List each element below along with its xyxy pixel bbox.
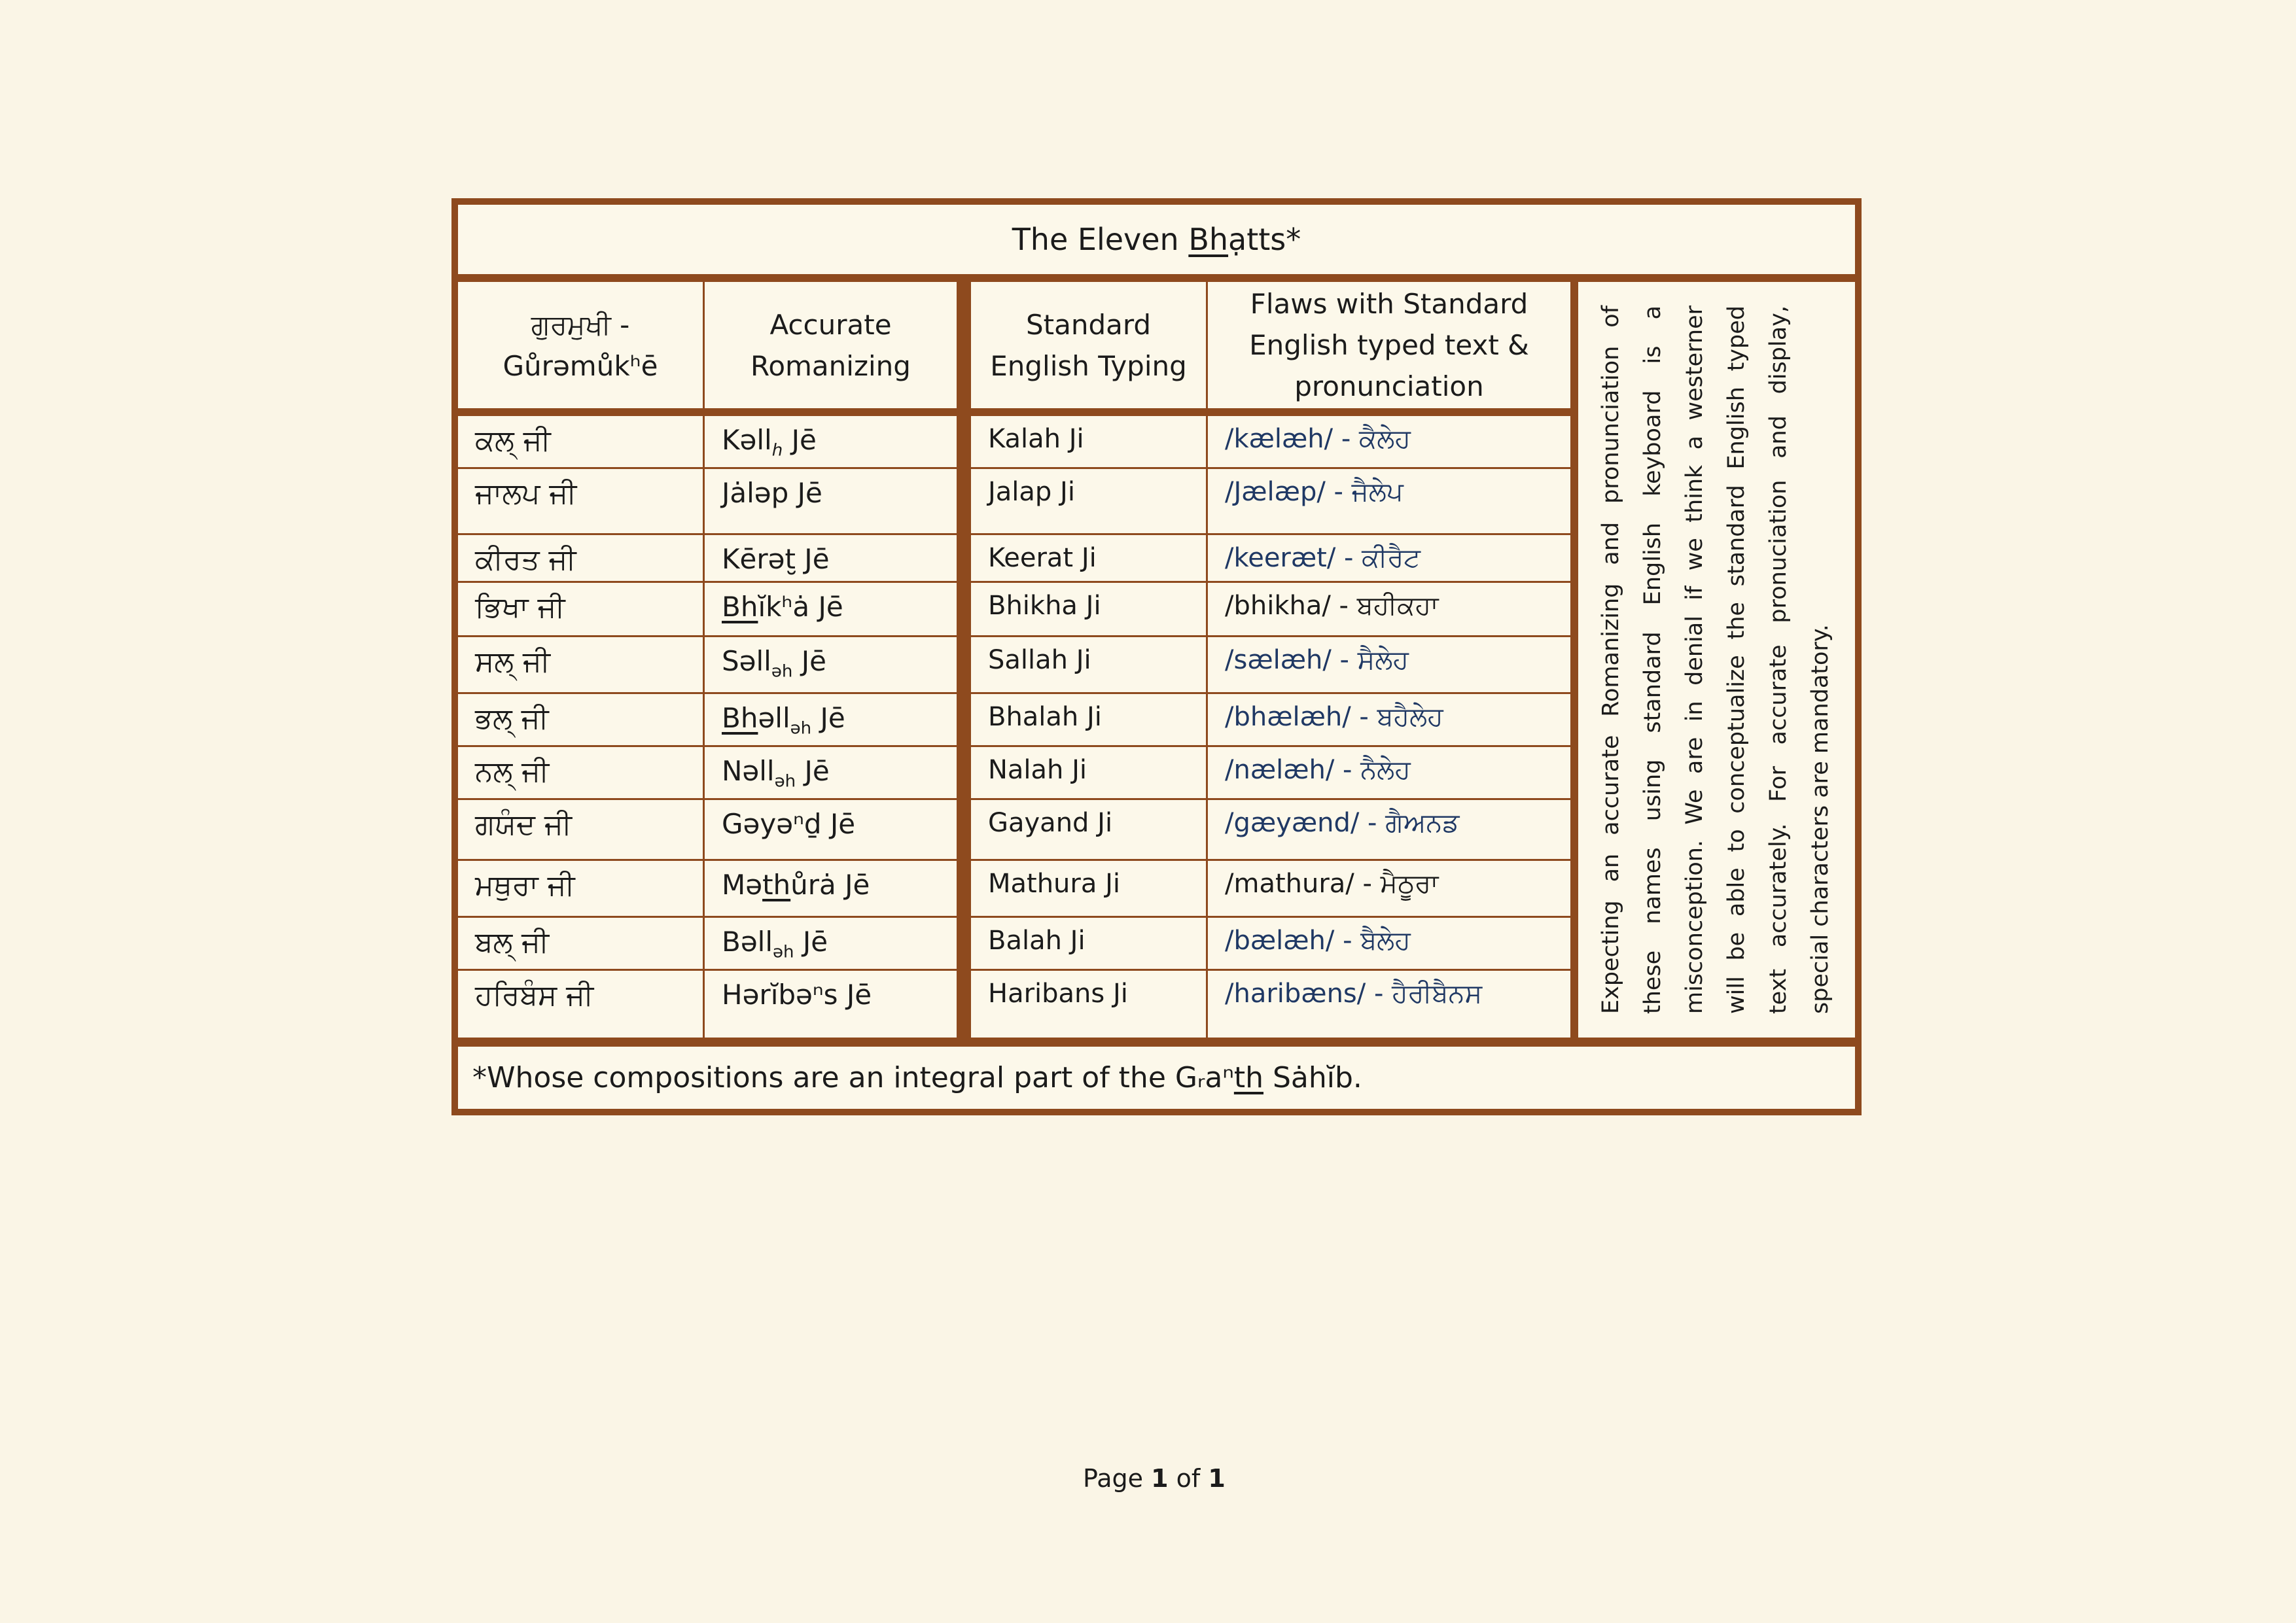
english-typing-cell: Bhalah Ji <box>971 694 1206 747</box>
romanized-name-cell: Səll$_{əh}$ Jē <box>705 637 957 694</box>
gurmukhi-name-cell: ਭਲ੍ ਜੀ <box>458 694 703 747</box>
table-title-row <box>458 205 1855 282</box>
english-typing-cell: Bhikha Ji <box>971 583 1206 637</box>
side-note-line: will be able to conceptualize the standard English typed <box>1723 305 1750 1014</box>
romanized-name-cell: Məthůrȧ Jē <box>705 861 957 918</box>
gurmukhi-name-cell: ਮਥੁਰਾ ਜੀ <box>458 861 703 918</box>
gurmukhi-name-cell: ਬਲ੍ ਜੀ <box>458 918 703 971</box>
header-english-typing: Standard English Typing <box>971 282 1206 416</box>
flaw-pronunciation-cell: /bælæh/ - ਬੈਲੇਹ <box>1208 918 1570 971</box>
gurmukhi-name-cell: ਸਲ੍ ਜੀ <box>458 637 703 694</box>
english-typing-cell: Sallah Ji <box>971 637 1206 694</box>
side-note-line: misconception. We are in denial if we think a westerner <box>1682 305 1708 1014</box>
flaw-pronunciation-cell: /haribæns/ - ਹੈਰੀਬੈਨਸ <box>1225 979 1483 1009</box>
romanized-name-cell: Hərĭbəⁿs Jē <box>722 979 872 1011</box>
flaw-pronunciation-cell: /Jælæp/ - ਜੈਲੇਪ <box>1208 469 1570 535</box>
flaw-pronunciation-cell: /sælæh/ - ਸੈਲੇਹ <box>1208 637 1570 694</box>
table-title: The Eleven Bhạtts* <box>1012 222 1301 257</box>
flaw-pronunciation-cell: /mathura/ - ਮੈਠੂਰਾ <box>1208 861 1570 918</box>
flaw-pronunciation-cell: /nælæh/ - ਨੈਲੇਹ <box>1208 747 1570 800</box>
column-english-typing <box>971 282 1208 1038</box>
flaw-pronunciation-cell: /kælæh/ - ਕੈਲੇਹ <box>1208 416 1570 469</box>
side-note-column <box>1578 282 1855 1038</box>
english-typing-cell: Kalah Ji <box>971 416 1206 469</box>
gurmukhi-name-cell: ਭਿਖਾ ਜੀ <box>458 583 703 637</box>
romanized-name-cell: Kērət̮ Jē <box>705 535 957 583</box>
column-flaws <box>1208 282 1570 1038</box>
side-note-line: text accurately. For accurate pronuciation and display, <box>1765 305 1792 1014</box>
side-note-line: special characters are mandatory. <box>1807 624 1833 1014</box>
side-note-line: Expecting an accurate Romanizing and pronunciation of <box>1598 305 1624 1014</box>
gurmukhi-name-cell: ਗਯੰਦ ਜੀ <box>458 800 703 861</box>
footnote-row <box>458 1047 1855 1109</box>
romanized-name-cell: Bəll$_{əh}$ Jē <box>705 918 957 971</box>
side-note-line: these names using standard English keyboard is a <box>1640 305 1666 1014</box>
english-typing-cell: Nalah Ji <box>971 747 1206 800</box>
column-gurmukhi <box>458 282 705 1038</box>
header-romanizing: Accurate Romanizing <box>705 282 957 416</box>
romanized-name-cell: Nəll$_{əh}$ Jē <box>705 747 957 800</box>
gurmukhi-name-cell: ਨਲ੍ ਜੀ <box>458 747 703 800</box>
gurmukhi-name-cell: ਕੀਰਤ ਜੀ <box>458 535 703 583</box>
header-gurmukhi-line2: Gůrəmůkʰē <box>503 349 658 382</box>
standard-typing-group <box>957 282 1578 1038</box>
header-flaws: Flaws with Standard English typed text & pronunciation <box>1208 282 1570 416</box>
gurmukhi-name-cell: ਜਾਲਪ ਜੀ <box>458 469 703 535</box>
english-typing-cell: Balah Ji <box>971 918 1206 971</box>
romanized-name-cell: Gəyəⁿḏ Jē <box>705 800 957 861</box>
romanized-name-cell: Bhĭkʰȧ Jē <box>705 583 957 637</box>
gurmukhi-name-cell: ਕਲ੍ ਜੀ <box>458 416 703 469</box>
english-typing-cell: Gayand Ji <box>971 800 1206 861</box>
flaw-pronunciation-cell: /gæyænd/ - ਗੈਅਨਡ <box>1208 800 1570 861</box>
romanized-name-cell: Jȧləp Jē <box>705 469 957 535</box>
header-gurmukhi <box>458 282 703 416</box>
bhatts-table <box>451 198 1862 1115</box>
gurmukhi-name-cell: ਹਰਿਬੰਸ ਜੀ <box>475 979 594 1012</box>
column-romanizing <box>705 282 957 1038</box>
page-number: Page 1 of 1 <box>1083 1464 1226 1493</box>
english-typing-cell: Mathura Ji <box>971 861 1206 918</box>
romanized-name-cell: Kəll$_h$ Jē <box>705 416 957 469</box>
english-typing-cell: Haribans Ji <box>988 979 1128 1009</box>
english-typing-cell: Keerat Ji <box>971 535 1206 583</box>
side-note-rotated-text <box>1578 282 1855 1038</box>
flaw-pronunciation-cell: /bhælæh/ - ਬਹੈਲੇਹ <box>1208 694 1570 747</box>
english-typing-cell: Jalap Ji <box>971 469 1206 535</box>
table-body <box>458 282 1855 1047</box>
flaw-pronunciation-cell: /bhikha/ - ਬਹੀਕਹਾ <box>1208 583 1570 637</box>
flaw-pronunciation-cell: /keeræt/ - ਕੀਰੈਟ <box>1208 535 1570 583</box>
romanized-name-cell: Bhəll$_{əh}$ Jē <box>705 694 957 747</box>
header-gurmukhi-line1: ਗੁਰਮੁਖੀ - <box>531 308 630 341</box>
footnote-text: *Whose compositions are an integral part of the Gᵣaⁿth Sȧhĭb. <box>472 1061 1362 1094</box>
